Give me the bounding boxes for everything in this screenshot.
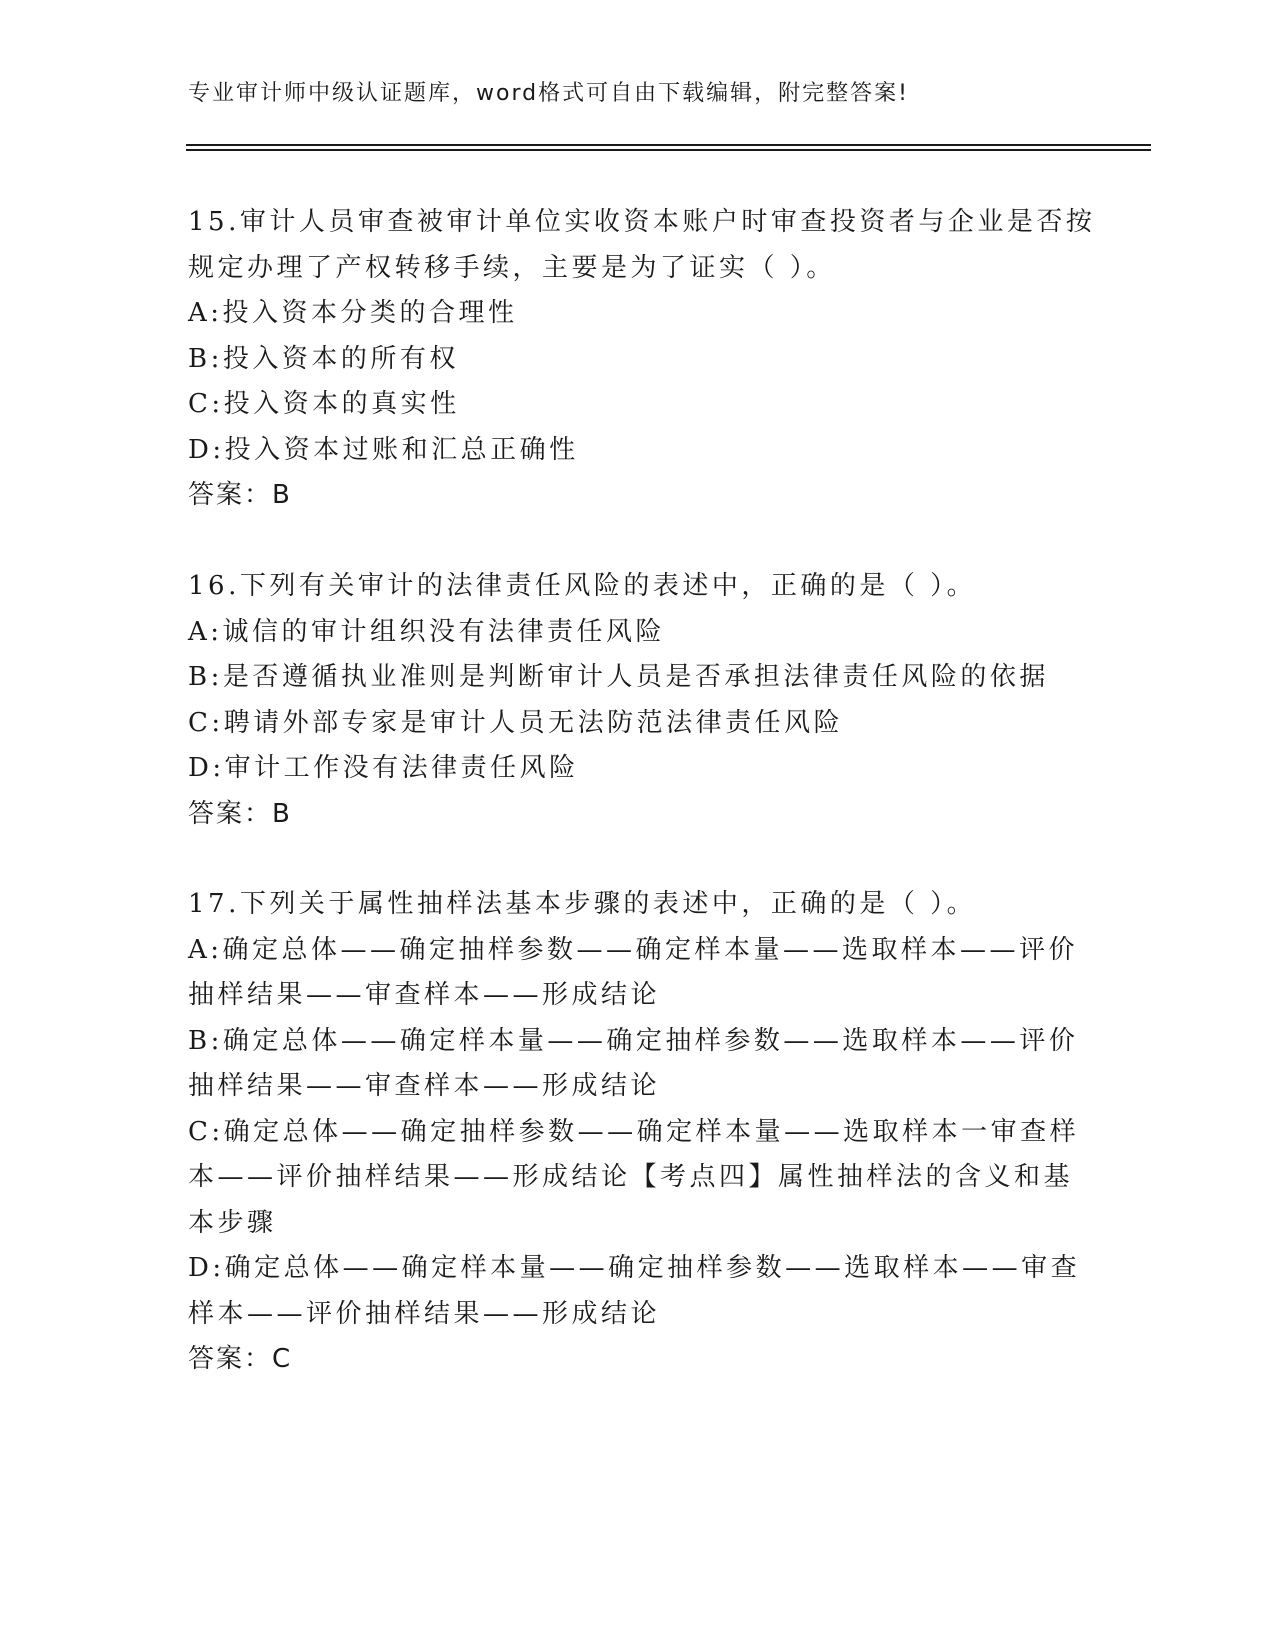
question-16	[188, 564, 1088, 837]
option-c-continued: 本步骤	[188, 1207, 277, 1238]
question-17	[188, 882, 1088, 1383]
option-a-continued: 抽样结果——审查样本——形成结论	[188, 980, 661, 1010]
option-b-continued: 抽样结果——审查样本——形成结论	[188, 1071, 661, 1101]
option-b: B:投入资本的所有权	[188, 343, 459, 374]
question-stem-line: 17.下列关于属性抽样法基本步骤的表述中，正确的是（ ）。	[188, 889, 977, 919]
option-d: D:审计工作没有法律责任风险	[188, 753, 579, 783]
question-stem-line: 15.审计人员审查被审计单位实收资本账户时审查投资者与企业是否按	[188, 207, 1096, 237]
question-15	[188, 200, 1096, 519]
page-header: 专业审计师中级认证题库，word格式可自由下载编辑，附完整答案!	[188, 81, 909, 106]
answer-line: 答案：B	[188, 480, 292, 510]
header-divider-second	[186, 149, 1151, 151]
question-stem-line: 规定办理了产权转移手续，主要是为了证实（ ）。	[188, 252, 836, 283]
option-b: B:是否遵循执业准则是判断审计人员是否承担法律责任风险的依据	[188, 662, 1049, 692]
option-d-continued: 样本——评价抽样结果——形成结论	[188, 1298, 661, 1329]
option-c: C:投入资本的真实性	[188, 389, 460, 419]
option-a: A:确定总体——确定抽样参数——确定样本量——选取样本——评价	[188, 934, 1079, 965]
option-a: A:诚信的审计组织没有法律责任风险	[188, 616, 666, 647]
option-d: D:确定总体——确定样本量——确定抽样参数——选取样本——审查	[188, 1253, 1081, 1283]
option-c: C:确定总体——确定抽样参数——确定样本量——选取样本一审查样	[188, 1116, 1080, 1147]
option-d: D:投入资本过账和汇总正确性	[188, 434, 579, 465]
option-b: B:确定总体——确定样本量——确定抽样参数——选取样本——评价	[188, 1025, 1079, 1056]
question-stem-line: 16.下列有关审计的法律责任风险的表述中，正确的是（ ）。	[188, 571, 977, 601]
option-c: C:聘请外部专家是审计人员无法防范法律责任风险	[188, 707, 844, 738]
option-a: A:投入资本分类的合理性	[188, 298, 518, 328]
header-divider	[186, 144, 1151, 146]
option-c-continued: 本——评价抽样结果——形成结论【考点四】属性抽样法的含义和基	[188, 1162, 1074, 1192]
answer-line: 答案：B	[188, 798, 292, 829]
answer-line: 答案：C	[188, 1344, 293, 1374]
